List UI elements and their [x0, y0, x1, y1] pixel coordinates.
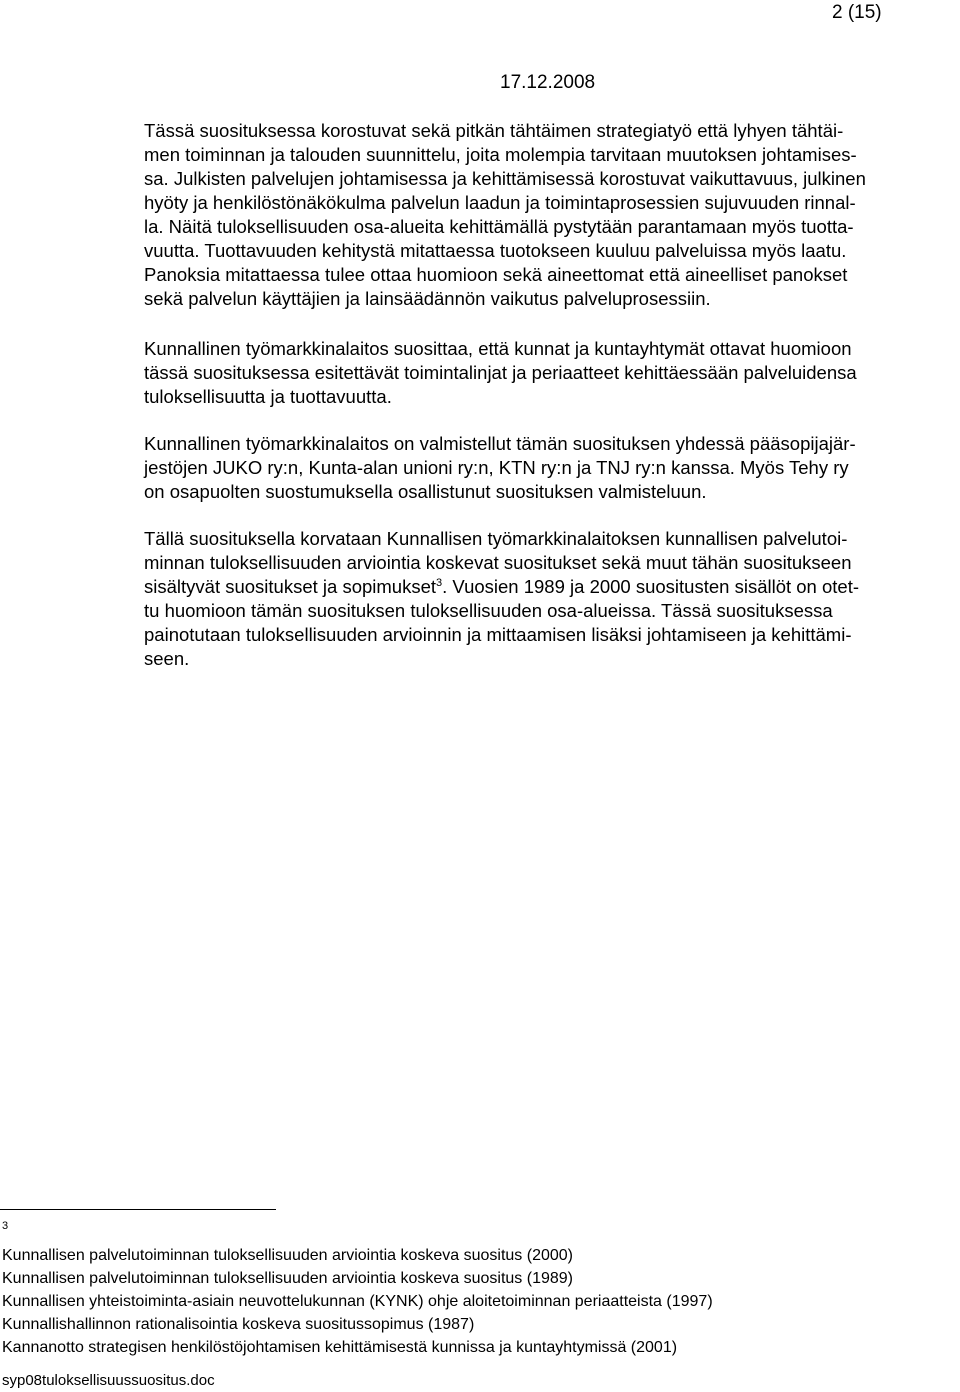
footnote-marker: 3 — [2, 1220, 9, 1232]
paragraph-2-line: Kunnallinen työmarkkinalaitos suosittaa, että kunnat ja kuntayhtymät ottavat huomioon — [144, 338, 852, 359]
footnote-reference: 3 — [436, 576, 443, 589]
paragraph-1-line: hyöty ja henkilöstönäkökulma palvelun laadun ja toimintaprosessien sujuvuuden rinnal- — [144, 192, 856, 213]
footnote-line: Kunnallishallinnon rationalisointia koskeva suositussopimus (1987) — [2, 1316, 475, 1333]
paragraph-3-line: on osapuolten suostumuksella osallistunut suosituksen valmisteluun. — [144, 481, 707, 502]
paragraph-1-line: sa. Julkisten palvelujen johtamisessa ja kehittämisessä korostuvat vaikuttavuus, julkinen — [144, 168, 866, 189]
paragraph-3-line: jestöjen JUKO ry:n, Kunta-alan unioni ry:n, KTN ry:n ja TNJ ry:n kanssa. Myös Tehy ry — [144, 457, 849, 478]
footnote-line: Kunnallisen palvelutoiminnan tuloksellisuuden arviointia koskeva suositus (2000) — [2, 1247, 573, 1264]
paragraph-4-line — [144, 575, 859, 599]
paragraph-2-line: tuloksellisuutta ja tuottavuutta. — [144, 386, 392, 407]
footnote-line: Kunnallisen palvelutoiminnan tuloksellisuuden arviointia koskeva suositus (1989) — [2, 1270, 573, 1287]
page-number: 2 (15) — [832, 2, 882, 23]
paragraph-4-text: sisältyvät suositukset ja sopimukset — [144, 576, 437, 597]
footnote-line: Kannanotto strategisen henkilöstöjohtamisen kehittämisestä kunnissa ja kuntayhtymissä (2001) — [2, 1339, 678, 1356]
paragraph-3-line: Kunnallinen työmarkkinalaitos on valmistellut tämän suosituksen yhdessä pääsopijajär- — [144, 433, 856, 454]
paragraph-1-line: vuutta. Tuottavuuden kehitystä mitattaessa tuotokseen kuuluu palveluissa myös laatu. — [144, 240, 847, 261]
paragraph-1-line: Tässä suosituksessa korostuvat sekä pitkän tähtäimen strategiatyö että lyhyen tähtäi- — [144, 120, 844, 141]
paragraph-4-line: seen. — [144, 648, 190, 669]
paragraph-4-line: painotutaan tuloksellisuuden arvioinnin ja mittaamisen lisäksi johtamiseen ja kehittämi- — [144, 624, 852, 645]
paragraph-4-text: . Vuosien 1989 ja 2000 suositusten sisällöt on otet- — [442, 576, 860, 597]
paragraph-4-line: minnan tuloksellisuuden arviointia koskevat suositukset sekä muut tähän suositukseen — [144, 552, 852, 573]
footnote-line: Kunnallisen yhteistoiminta-asiain neuvottelukunnan (KYNK) ohje aloitetoiminnan periaatteista (1997) — [2, 1293, 713, 1310]
paragraph-1-line: la. Näitä tuloksellisuuden osa-alueita kehittämällä pystytään parantamaan myös tuotta- — [144, 216, 854, 237]
paragraph-4-line: tu huomioon tämän suosituksen tuloksellisuuden osa-alueissa. Tässä suosituksessa — [144, 600, 833, 621]
document-date: 17.12.2008 — [500, 72, 596, 93]
paragraph-1-line: Panoksia mitattaessa tulee ottaa huomioon sekä aineettomat että aineelliset panokset — [144, 264, 848, 285]
paragraph-4-line: Tällä suosituksella korvataan Kunnallisen työmarkkinalaitoksen kunnallisen palvelutoi- — [144, 528, 848, 549]
paragraph-1-line: men toiminnan ja talouden suunnittelu, joita molempia tarvitaan muutoksen johtamises- — [144, 144, 857, 165]
file-name: syp08tuloksellisuussuositus.doc — [2, 1372, 215, 1389]
footnote-separator — [0, 1209, 276, 1210]
paragraph-2-line: tässä suosituksessa esitettävät toimintalinjat ja periaatteet kehittäessään palveluidensa — [144, 362, 857, 383]
paragraph-1-line: sekä palvelun käyttäjien ja lainsäädännön vaikutus palveluprosessiin. — [144, 288, 711, 309]
